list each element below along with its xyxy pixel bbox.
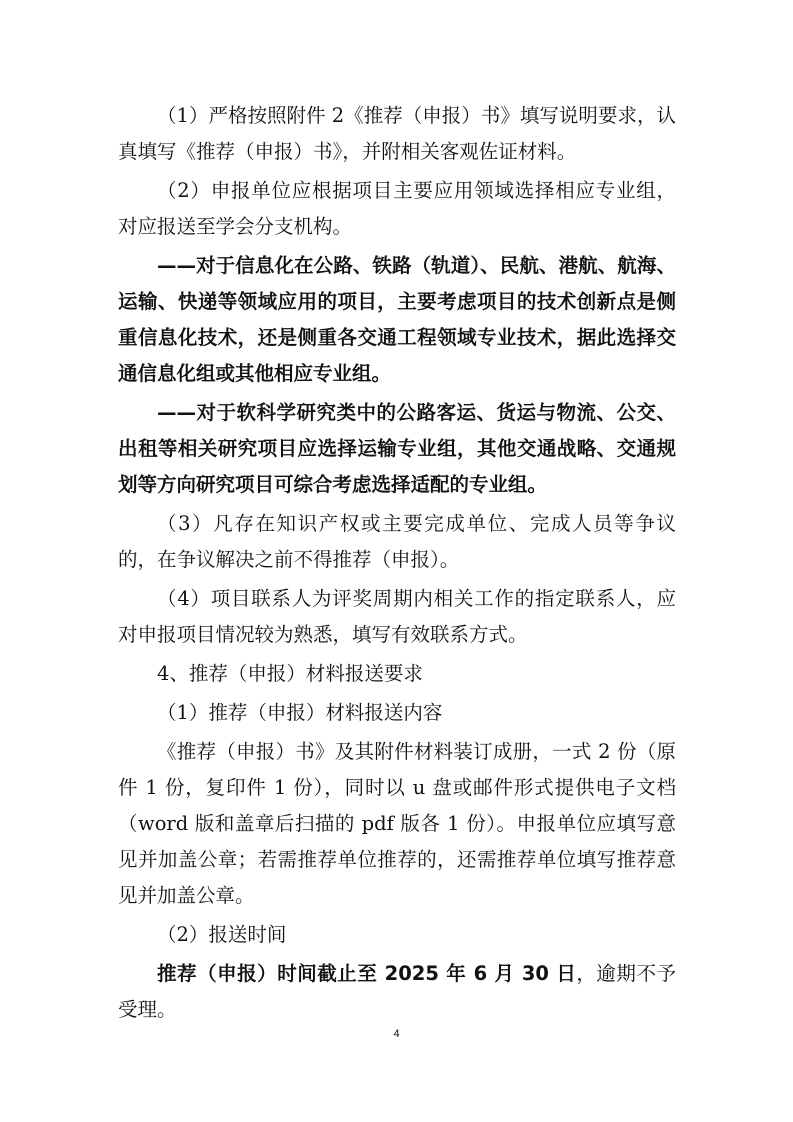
section-heading-4: 4、推荐（申报）材料报送要求 (157, 662, 423, 685)
paragraph-7: （1）推荐（申报）材料报送内容 (157, 701, 443, 724)
paragraph-6: （4）项目联系人为评奖周期内相关工作的指定联系人，应对申报项目情况较为熟悉，填写有效联系方式。 (118, 587, 676, 646)
paragraph-3: ——对于信息化在公路、铁路（轨道）、民航、港航、航海、运输、快递等领域应用的项目，主要考虑项目的技术创新点是侧重信息化技术，还是侧重各交通工程领域专业技术，据此选择交通信息化组或其他相应专业组。 (118, 254, 676, 385)
paragraph-2: （2）申报单位应根据项目主要应用领域选择相应专业组，对应报送至学会分支机构。 (118, 179, 676, 238)
paragraph-5: （3）凡存在知识产权或主要完成单位、完成人员等争议的，在争议解决之前不得推荐（申报）。 (118, 512, 676, 571)
page-number: 4 (393, 1028, 400, 1040)
deadline-text: 推荐（申报）时间截止至 2025 年 6 月 30 日 (157, 962, 577, 985)
paragraph-4: ——对于软科学研究类中的公路客运、货运与物流、公交、出租等相关研究项目应选择运输专业组，其他交通战略、交通规划等方向研究项目可综合考虑选择适配的专业组。 (118, 401, 676, 496)
paragraph-8: 《推荐（申报）书》及其附件材料装订成册，一式 2 份（原件 1 份，复印件 1 份），同时以 u 盘或邮件形式提供电子文档（word 版和盖章后扫描的 pdf 版各 1 份）。申报单位应填写意见并加盖公章；若需推荐单位推荐的，还需推荐单位填写推荐意见并加盖公章。 (118, 740, 676, 907)
paragraph-1: （1）严格按照附件 2《推荐（申报）书》填写说明要求，认真填写《推荐（申报）书》，并附相关客观佐证材料。 (118, 104, 676, 163)
deadline-rest: ，逾期不予受理。 (118, 962, 676, 1021)
paragraph-10 (118, 956, 676, 1028)
paragraph-9: （2）报送时间 (157, 923, 287, 946)
document-body (118, 98, 676, 1028)
